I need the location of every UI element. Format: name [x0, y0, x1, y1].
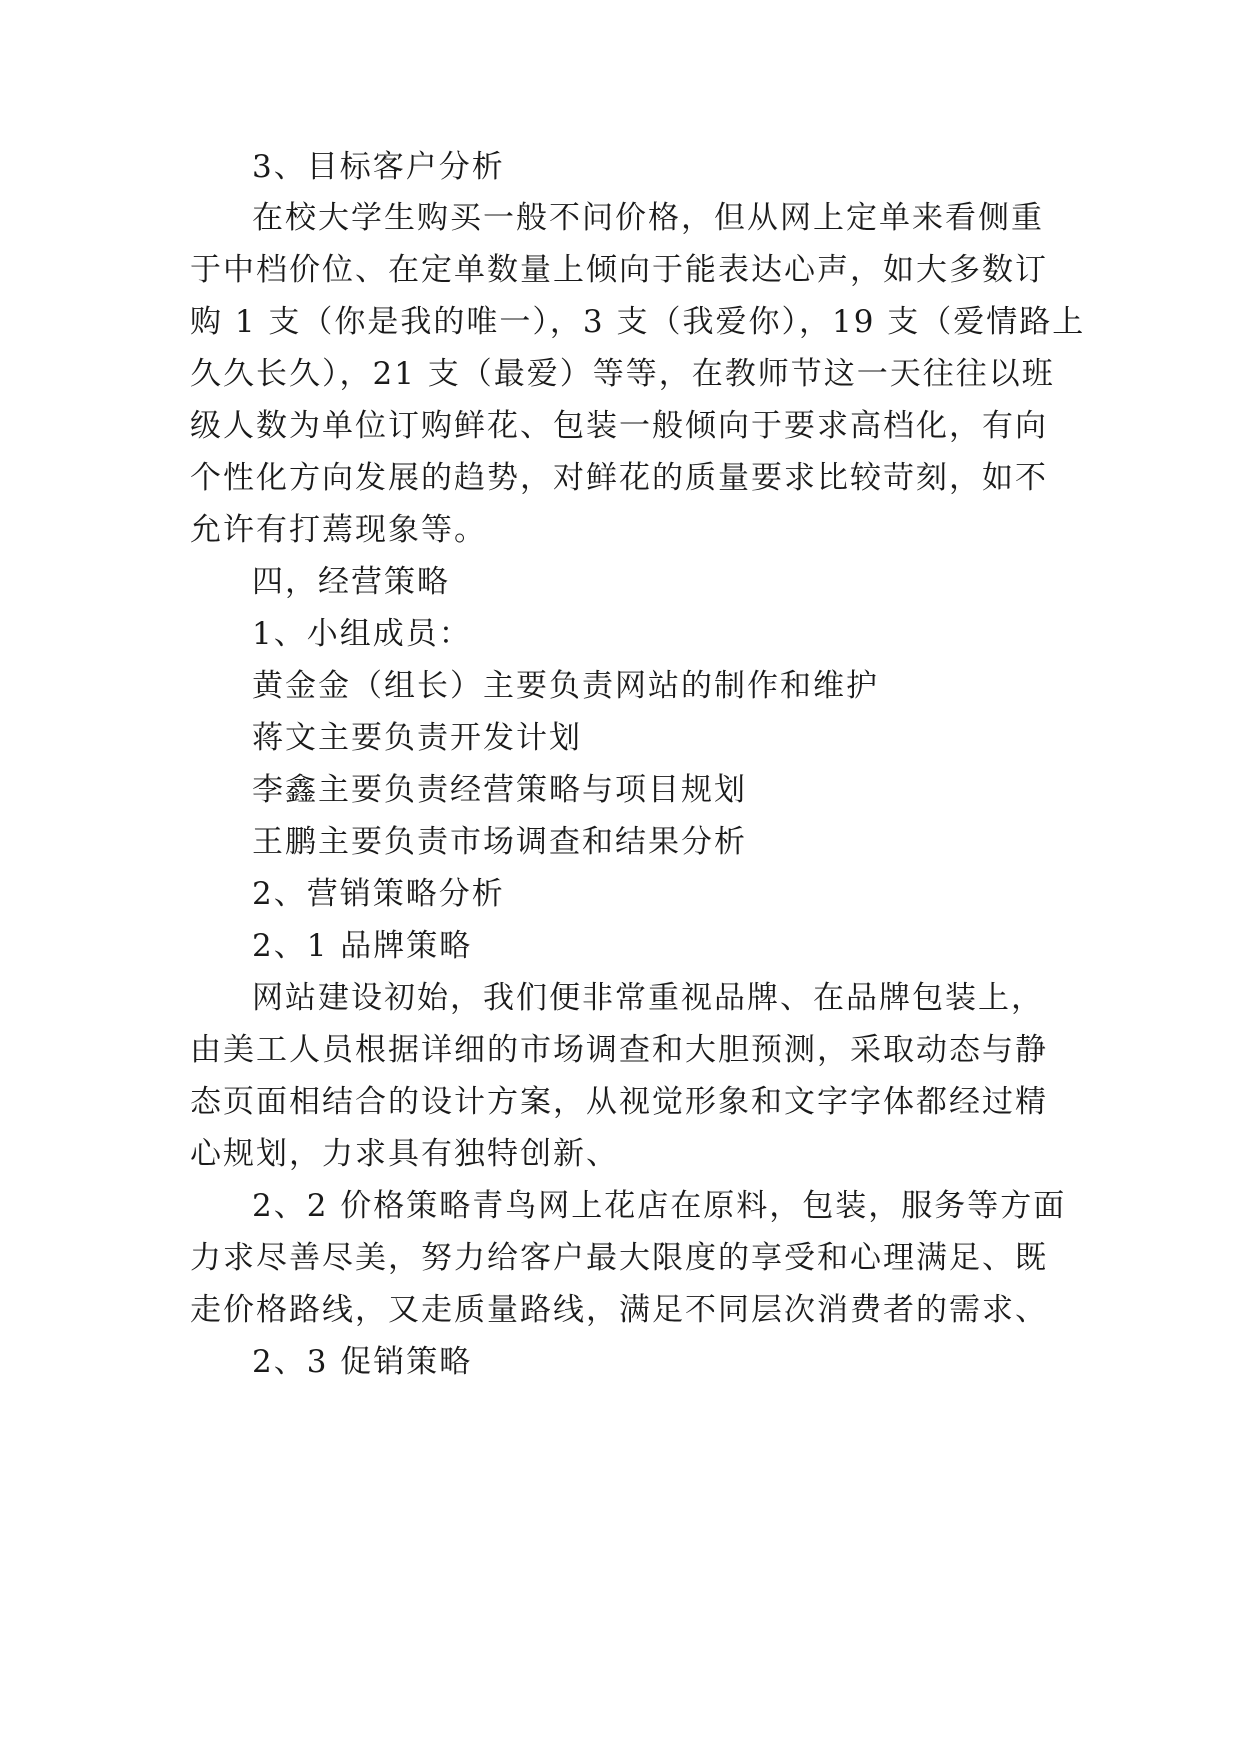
heading-brand-strategy: 2、1 品牌策略: [252, 928, 473, 964]
paragraph-line: 态页面相结合的设计方案，从视觉形象和文字字体都经过精: [190, 1084, 1048, 1120]
paragraph-line: 允许有打蔫现象等。: [190, 512, 487, 548]
heading-target-customer-analysis: 3、目标客户分析: [252, 149, 505, 185]
paragraph-line: 网站建设初始，我们便非常重视品牌、在品牌包装上，: [252, 980, 1044, 1016]
team-member-line: 李鑫主要负责经营策略与项目规划: [252, 772, 747, 808]
team-member-line: 王鹏主要负责市场调查和结果分析: [252, 824, 747, 860]
team-member-line: 黄金金（组长）主要负责网站的制作和维护: [252, 668, 879, 704]
paragraph-line: 走价格路线，又走质量路线，满足不同层次消费者的需求、: [190, 1292, 1048, 1328]
paragraph-line: 个性化方向发展的趋势，对鲜花的质量要求比较苛刻，如不: [190, 460, 1048, 496]
paragraph-line: 于中档价位、在定单数量上倾向于能表达心声，如大多数订: [190, 252, 1048, 288]
paragraph-line: 久久长久），21 支（最爱）等等，在教师节这一天往往以班: [190, 356, 1055, 392]
paragraph-line: 力求尽善尽美，努力给客户最大限度的享受和心理满足、既: [190, 1240, 1048, 1276]
paragraph-line: 购 1 支（你是我的唯一），3 支（我爱你），19 支（爱情路上: [190, 304, 1086, 340]
paragraph-line: 级人数为单位订购鲜花、包装一般倾向于要求高档化，有向: [190, 408, 1048, 444]
paragraph-line: 2、2 价格策略青鸟网上花店在原料，包装，服务等方面: [252, 1188, 1067, 1224]
paragraph-line: 心规划，力求具有独特创新、: [190, 1136, 619, 1172]
paragraph-line: 由美工人员根据详细的市场调查和大胆预测，采取动态与静: [190, 1032, 1048, 1068]
heading-promotion-strategy: 2、3 促销策略: [252, 1344, 473, 1380]
team-member-line: 蒋文主要负责开发计划: [252, 720, 582, 756]
heading-team-members: 1、小组成员：: [252, 616, 472, 652]
heading-business-strategy: 四，经营策略: [252, 564, 450, 600]
heading-marketing-strategy: 2、营销策略分析: [252, 876, 505, 912]
paragraph-line: 在校大学生购买一般不问价格，但从网上定单来看侧重: [252, 200, 1044, 236]
